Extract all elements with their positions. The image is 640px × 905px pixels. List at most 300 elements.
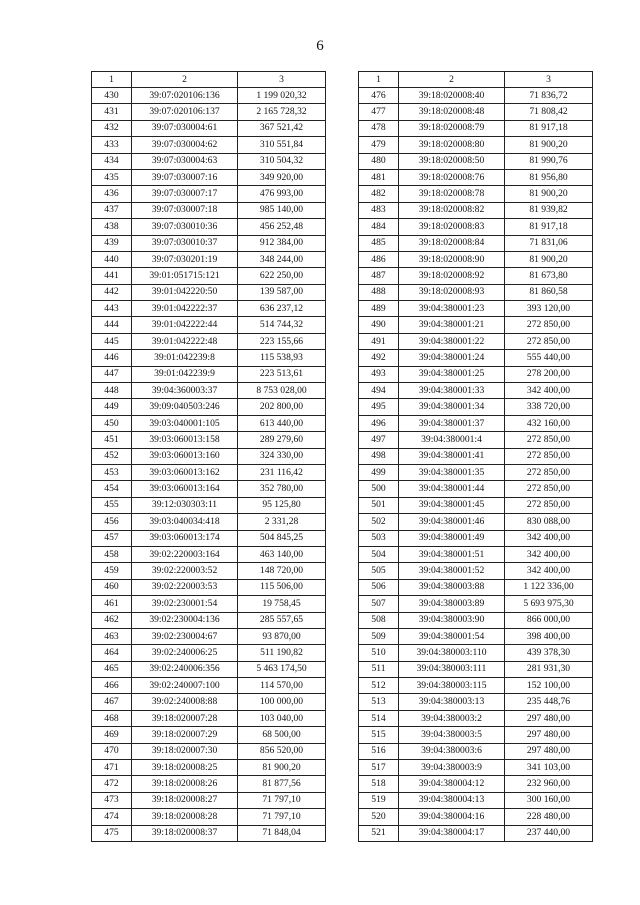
cadastral-number-cell: 39:04:380003:2 xyxy=(399,710,505,726)
cadastral-number-cell: 39:18:020008:79 xyxy=(399,120,505,136)
table-row xyxy=(92,137,326,153)
row-number-cell: 514 xyxy=(359,710,399,726)
value-cell: 297 480,00 xyxy=(505,727,593,743)
table-row xyxy=(359,415,593,431)
cadastral-number-cell: 39:01:051715:121 xyxy=(132,268,238,284)
cadastral-number-cell: 39:04:380001:45 xyxy=(399,497,505,513)
table-row xyxy=(92,366,326,382)
value-cell: 81 860,58 xyxy=(505,284,593,300)
row-number-cell: 453 xyxy=(92,464,132,480)
table-row xyxy=(359,481,593,497)
value-cell: 352 780,00 xyxy=(238,481,326,497)
row-number-cell: 460 xyxy=(92,579,132,595)
cadastral-number-cell: 39:01:042222:48 xyxy=(132,333,238,349)
row-number-cell: 485 xyxy=(359,235,399,251)
value-cell: 272 850,00 xyxy=(505,432,593,448)
value-cell: 504 845,25 xyxy=(238,530,326,546)
cadastral-number-cell: 39:18:020008:92 xyxy=(399,268,505,284)
value-cell: 342 400,00 xyxy=(505,563,593,579)
column-header: 1 xyxy=(92,72,132,88)
table-row xyxy=(359,694,593,710)
table-row xyxy=(92,104,326,120)
row-number-cell: 501 xyxy=(359,497,399,513)
row-number-cell: 512 xyxy=(359,678,399,694)
row-number-cell: 466 xyxy=(92,678,132,694)
table-row xyxy=(92,383,326,399)
table-row xyxy=(359,383,593,399)
table-row xyxy=(359,497,593,513)
row-number-cell: 461 xyxy=(92,596,132,612)
row-number-cell: 495 xyxy=(359,399,399,415)
value-cell: 81 917,18 xyxy=(505,219,593,235)
table-row xyxy=(359,120,593,136)
cadastral-number-cell: 39:04:380001:25 xyxy=(399,366,505,382)
cadastral-number-cell: 39:01:042222:37 xyxy=(132,301,238,317)
row-number-cell: 435 xyxy=(92,169,132,185)
value-cell: 393 120,00 xyxy=(505,301,593,317)
value-cell: 5 693 975,30 xyxy=(505,596,593,612)
row-number-cell: 520 xyxy=(359,809,399,825)
row-number-cell: 511 xyxy=(359,661,399,677)
table-row xyxy=(92,661,326,677)
cadastral-number-cell: 39:03:060013:158 xyxy=(132,432,238,448)
row-number-cell: 508 xyxy=(359,612,399,628)
cadastral-number-cell: 39:04:380003:6 xyxy=(399,743,505,759)
table-row xyxy=(359,825,593,841)
row-number-cell: 497 xyxy=(359,432,399,448)
row-number-cell: 484 xyxy=(359,219,399,235)
value-cell: 310 504,32 xyxy=(238,153,326,169)
table-row xyxy=(92,268,326,284)
row-number-cell: 452 xyxy=(92,448,132,464)
table-row xyxy=(359,399,593,415)
value-cell: 100 000,00 xyxy=(238,694,326,710)
row-number-cell: 471 xyxy=(92,760,132,776)
value-cell: 237 440,00 xyxy=(505,825,593,841)
table-row xyxy=(92,727,326,743)
table-row xyxy=(92,350,326,366)
row-number-cell: 468 xyxy=(92,710,132,726)
value-cell: 367 521,42 xyxy=(238,120,326,136)
value-cell: 285 557,65 xyxy=(238,612,326,628)
table-row xyxy=(92,333,326,349)
table-row xyxy=(92,596,326,612)
table-row xyxy=(359,186,593,202)
cadastral-number-cell: 39:04:380004:16 xyxy=(399,809,505,825)
value-cell: 81 900,20 xyxy=(505,137,593,153)
cadastral-number-cell: 39:18:020008:48 xyxy=(399,104,505,120)
value-cell: 5 463 174,50 xyxy=(238,661,326,677)
value-cell: 115 538,93 xyxy=(238,350,326,366)
value-cell: 297 480,00 xyxy=(505,710,593,726)
table-row xyxy=(359,268,593,284)
value-cell: 71 808,42 xyxy=(505,104,593,120)
table-row xyxy=(359,514,593,530)
cadastral-number-cell: 39:04:380003:13 xyxy=(399,694,505,710)
value-cell: 1 199 020,32 xyxy=(238,88,326,104)
cadastral-number-cell: 39:18:020008:25 xyxy=(132,760,238,776)
row-number-cell: 465 xyxy=(92,661,132,677)
cadastral-number-cell: 39:02:240006:356 xyxy=(132,661,238,677)
table-row xyxy=(92,120,326,136)
cadastral-number-cell: 39:02:230001:54 xyxy=(132,596,238,612)
cadastral-number-cell: 39:04:380001:37 xyxy=(399,415,505,431)
row-number-cell: 480 xyxy=(359,153,399,169)
cadastral-number-cell: 39:04:380003:90 xyxy=(399,612,505,628)
row-number-cell: 445 xyxy=(92,333,132,349)
column-header: 3 xyxy=(505,72,593,88)
cadastral-number-cell: 39:07:030201:19 xyxy=(132,251,238,267)
table-row xyxy=(359,153,593,169)
table-row xyxy=(359,301,593,317)
table-row xyxy=(92,153,326,169)
cadastral-number-cell: 39:04:380001:54 xyxy=(399,628,505,644)
value-cell: 985 140,00 xyxy=(238,202,326,218)
value-cell: 81 939,82 xyxy=(505,202,593,218)
row-number-cell: 469 xyxy=(92,727,132,743)
row-number-cell: 505 xyxy=(359,563,399,579)
table-row xyxy=(359,88,593,104)
value-cell: 81 990,76 xyxy=(505,153,593,169)
value-cell: 866 000,00 xyxy=(505,612,593,628)
value-cell: 93 870,00 xyxy=(238,628,326,644)
row-number-cell: 488 xyxy=(359,284,399,300)
row-number-cell: 449 xyxy=(92,399,132,415)
row-number-cell: 521 xyxy=(359,825,399,841)
table-row xyxy=(92,792,326,808)
row-number-cell: 518 xyxy=(359,776,399,792)
row-number-cell: 498 xyxy=(359,448,399,464)
row-number-cell: 474 xyxy=(92,809,132,825)
row-number-cell: 463 xyxy=(92,628,132,644)
table-row xyxy=(92,202,326,218)
cadastral-number-cell: 39:03:060013:162 xyxy=(132,464,238,480)
table-row xyxy=(92,317,326,333)
row-number-cell: 470 xyxy=(92,743,132,759)
column-header: 3 xyxy=(238,72,326,88)
cadastral-number-cell: 39:07:030004:63 xyxy=(132,153,238,169)
value-cell: 281 931,30 xyxy=(505,661,593,677)
row-number-cell: 496 xyxy=(359,415,399,431)
cadastral-number-cell: 39:04:380001:4 xyxy=(399,432,505,448)
value-cell: 115 506,00 xyxy=(238,579,326,595)
table-row xyxy=(359,727,593,743)
value-cell: 139 587,00 xyxy=(238,284,326,300)
cadastral-number-cell: 39:07:030010:37 xyxy=(132,235,238,251)
value-cell: 830 088,00 xyxy=(505,514,593,530)
cadastral-number-cell: 39:04:380001:23 xyxy=(399,301,505,317)
value-cell: 71 797,10 xyxy=(238,792,326,808)
cadastral-number-cell: 39:01:042239:9 xyxy=(132,366,238,382)
row-number-cell: 459 xyxy=(92,563,132,579)
cadastral-number-cell: 39:02:230004:67 xyxy=(132,628,238,644)
column-header: 1 xyxy=(359,72,399,88)
value-cell: 272 850,00 xyxy=(505,448,593,464)
cadastral-number-cell: 39:04:380003:110 xyxy=(399,645,505,661)
cadastral-number-cell: 39:18:020008:28 xyxy=(132,809,238,825)
value-cell: 349 920,00 xyxy=(238,169,326,185)
value-cell: 297 480,00 xyxy=(505,743,593,759)
table-row xyxy=(359,333,593,349)
table-row xyxy=(92,448,326,464)
row-number-cell: 442 xyxy=(92,284,132,300)
cadastral-number-cell: 39:04:380001:22 xyxy=(399,333,505,349)
row-number-cell: 487 xyxy=(359,268,399,284)
row-number-cell: 503 xyxy=(359,530,399,546)
row-number-cell: 504 xyxy=(359,546,399,562)
column-header: 2 xyxy=(132,72,238,88)
table-row xyxy=(359,448,593,464)
table-row xyxy=(359,366,593,382)
table-row xyxy=(359,760,593,776)
value-cell: 231 116,42 xyxy=(238,464,326,480)
table-row xyxy=(92,743,326,759)
cadastral-number-cell: 39:03:040001:105 xyxy=(132,415,238,431)
table-row xyxy=(359,284,593,300)
row-number-cell: 457 xyxy=(92,530,132,546)
value-cell: 68 500,00 xyxy=(238,727,326,743)
row-number-cell: 455 xyxy=(92,497,132,513)
value-cell: 202 800,00 xyxy=(238,399,326,415)
cadastral-number-cell: 39:04:380001:21 xyxy=(399,317,505,333)
table-row xyxy=(359,661,593,677)
cadastral-number-cell: 39:04:380001:49 xyxy=(399,530,505,546)
value-cell: 555 440,00 xyxy=(505,350,593,366)
row-number-cell: 446 xyxy=(92,350,132,366)
table-row xyxy=(92,415,326,431)
cadastral-number-cell: 39:01:042239:8 xyxy=(132,350,238,366)
cadastral-number-cell: 39:18:020008:27 xyxy=(132,792,238,808)
cadastral-number-cell: 39:18:020008:50 xyxy=(399,153,505,169)
value-cell: 514 744,32 xyxy=(238,317,326,333)
value-cell: 338 720,00 xyxy=(505,399,593,415)
table-row xyxy=(359,809,593,825)
row-number-cell: 431 xyxy=(92,104,132,120)
cadastral-number-cell: 39:01:042220:50 xyxy=(132,284,238,300)
row-number-cell: 478 xyxy=(359,120,399,136)
cadastral-number-cell: 39:04:380001:24 xyxy=(399,350,505,366)
table-row xyxy=(359,596,593,612)
row-number-cell: 507 xyxy=(359,596,399,612)
cadastral-number-cell: 39:02:230004:136 xyxy=(132,612,238,628)
table-row xyxy=(359,792,593,808)
cadastral-number-cell: 39:18:020008:83 xyxy=(399,219,505,235)
value-cell: 348 244,00 xyxy=(238,251,326,267)
cadastral-number-cell: 39:07:030004:62 xyxy=(132,137,238,153)
row-number-cell: 448 xyxy=(92,383,132,399)
row-number-cell: 494 xyxy=(359,383,399,399)
row-number-cell: 439 xyxy=(92,235,132,251)
row-number-cell: 437 xyxy=(92,202,132,218)
value-cell: 2 331,28 xyxy=(238,514,326,530)
row-number-cell: 456 xyxy=(92,514,132,530)
table-row xyxy=(92,284,326,300)
table-row xyxy=(92,301,326,317)
table-row xyxy=(359,530,593,546)
table-row xyxy=(92,88,326,104)
page-number: 6 xyxy=(316,38,324,54)
cadastral-number-cell: 39:07:020106:137 xyxy=(132,104,238,120)
row-number-cell: 516 xyxy=(359,743,399,759)
cadastral-number-cell: 39:04:380001:46 xyxy=(399,514,505,530)
value-cell: 856 520,00 xyxy=(238,743,326,759)
table-row xyxy=(92,432,326,448)
cadastral-number-cell: 39:04:380001:52 xyxy=(399,563,505,579)
value-cell: 235 448,76 xyxy=(505,694,593,710)
row-number-cell: 515 xyxy=(359,727,399,743)
cadastral-number-cell: 39:18:020008:84 xyxy=(399,235,505,251)
row-number-cell: 493 xyxy=(359,366,399,382)
row-number-cell: 486 xyxy=(359,251,399,267)
value-cell: 342 400,00 xyxy=(505,530,593,546)
row-number-cell: 430 xyxy=(92,88,132,104)
table-row xyxy=(92,464,326,480)
value-cell: 432 160,00 xyxy=(505,415,593,431)
table-row xyxy=(359,743,593,759)
value-cell: 223 155,66 xyxy=(238,333,326,349)
value-cell: 636 237,12 xyxy=(238,301,326,317)
cadastral-number-cell: 39:02:240006:25 xyxy=(132,645,238,661)
cadastral-number-cell: 39:04:380003:115 xyxy=(399,678,505,694)
table-row xyxy=(359,251,593,267)
table-row xyxy=(92,628,326,644)
table-row xyxy=(359,546,593,562)
cadastral-number-cell: 39:18:020008:80 xyxy=(399,137,505,153)
cadastral-number-cell: 39:18:020007:30 xyxy=(132,743,238,759)
value-cell: 272 850,00 xyxy=(505,481,593,497)
value-cell: 81 877,56 xyxy=(238,776,326,792)
value-cell: 81 900,20 xyxy=(505,186,593,202)
cadastral-number-cell: 39:04:380003:9 xyxy=(399,760,505,776)
value-cell: 71 836,72 xyxy=(505,88,593,104)
value-cell: 476 993,00 xyxy=(238,186,326,202)
row-number-cell: 500 xyxy=(359,481,399,497)
row-number-cell: 517 xyxy=(359,760,399,776)
row-number-cell: 467 xyxy=(92,694,132,710)
value-cell: 289 279,60 xyxy=(238,432,326,448)
table-row xyxy=(92,776,326,792)
cadastral-number-cell: 39:18:020008:82 xyxy=(399,202,505,218)
cadastral-number-cell: 39:09:040503:246 xyxy=(132,399,238,415)
value-cell: 342 400,00 xyxy=(505,546,593,562)
cadastral-number-cell: 39:18:020008:26 xyxy=(132,776,238,792)
row-number-cell: 475 xyxy=(92,825,132,841)
cadastral-number-cell: 39:03:060013:174 xyxy=(132,530,238,546)
cadastral-number-cell: 39:07:030010:36 xyxy=(132,219,238,235)
cadastral-number-cell: 39:18:020007:29 xyxy=(132,727,238,743)
table-row xyxy=(92,809,326,825)
cadastral-number-cell: 39:04:380003:111 xyxy=(399,661,505,677)
cadastral-number-cell: 39:04:380001:41 xyxy=(399,448,505,464)
row-number-cell: 444 xyxy=(92,317,132,333)
cadastral-number-cell: 39:03:040034:418 xyxy=(132,514,238,530)
value-cell: 232 960,00 xyxy=(505,776,593,792)
table-row xyxy=(92,399,326,415)
cadastral-number-cell: 39:02:220003:164 xyxy=(132,546,238,562)
table-row xyxy=(92,251,326,267)
table-row xyxy=(359,628,593,644)
table-row xyxy=(92,678,326,694)
row-number-cell: 510 xyxy=(359,645,399,661)
row-number-cell: 481 xyxy=(359,169,399,185)
table-row xyxy=(92,645,326,661)
table-row xyxy=(359,202,593,218)
cadastral-number-cell: 39:04:380003:5 xyxy=(399,727,505,743)
table-row xyxy=(359,137,593,153)
cadastral-number-cell: 39:12:030303:11 xyxy=(132,497,238,513)
cadastral-number-cell: 39:18:020008:90 xyxy=(399,251,505,267)
table-row xyxy=(92,169,326,185)
value-cell: 8 753 028,00 xyxy=(238,383,326,399)
value-cell: 2 165 728,32 xyxy=(238,104,326,120)
row-number-cell: 472 xyxy=(92,776,132,792)
cadastral-number-cell: 39:04:380003:88 xyxy=(399,579,505,595)
value-cell: 114 570,00 xyxy=(238,678,326,694)
table-row xyxy=(92,219,326,235)
value-cell: 272 850,00 xyxy=(505,317,593,333)
value-cell: 223 513,61 xyxy=(238,366,326,382)
cadastral-number-cell: 39:04:380004:13 xyxy=(399,792,505,808)
cadastral-number-cell: 39:18:020008:93 xyxy=(399,284,505,300)
cadastral-number-cell: 39:18:020007:28 xyxy=(132,710,238,726)
table-row xyxy=(359,579,593,595)
cadastral-number-cell: 39:04:380001:35 xyxy=(399,464,505,480)
table-row xyxy=(92,235,326,251)
row-number-cell: 443 xyxy=(92,301,132,317)
value-cell: 81 917,18 xyxy=(505,120,593,136)
table-header-row xyxy=(92,72,326,88)
value-cell: 342 400,00 xyxy=(505,383,593,399)
row-number-cell: 432 xyxy=(92,120,132,136)
row-number-cell: 433 xyxy=(92,137,132,153)
row-number-cell: 483 xyxy=(359,202,399,218)
cadastral-number-cell: 39:04:380003:89 xyxy=(399,596,505,612)
table-row xyxy=(359,710,593,726)
row-number-cell: 491 xyxy=(359,333,399,349)
value-cell: 310 551,84 xyxy=(238,137,326,153)
row-number-cell: 458 xyxy=(92,546,132,562)
cadastral-number-cell: 39:07:020106:136 xyxy=(132,88,238,104)
value-cell: 398 400,00 xyxy=(505,628,593,644)
value-cell: 272 850,00 xyxy=(505,497,593,513)
value-cell: 148 720,00 xyxy=(238,563,326,579)
cadastral-number-cell: 39:04:380001:33 xyxy=(399,383,505,399)
cadastral-number-cell: 39:07:030007:16 xyxy=(132,169,238,185)
row-number-cell: 462 xyxy=(92,612,132,628)
cadastral-number-cell: 39:04:380001:44 xyxy=(399,481,505,497)
value-cell: 95 125,80 xyxy=(238,497,326,513)
cadastral-number-cell: 39:04:380001:51 xyxy=(399,546,505,562)
table-row xyxy=(92,825,326,841)
table-row xyxy=(359,612,593,628)
value-cell: 341 103,00 xyxy=(505,760,593,776)
row-number-cell: 502 xyxy=(359,514,399,530)
left-table xyxy=(91,71,326,842)
value-cell: 71 797,10 xyxy=(238,809,326,825)
cadastral-number-cell: 39:03:060013:164 xyxy=(132,481,238,497)
value-cell: 152 100,00 xyxy=(505,678,593,694)
table-row xyxy=(92,530,326,546)
table-header-row xyxy=(359,72,593,88)
cadastral-number-cell: 39:04:360003:37 xyxy=(132,383,238,399)
cadastral-number-cell: 39:04:380001:34 xyxy=(399,399,505,415)
cadastral-number-cell: 39:18:020008:37 xyxy=(132,825,238,841)
table-row xyxy=(92,497,326,513)
value-cell: 272 850,00 xyxy=(505,464,593,480)
value-cell: 439 378,30 xyxy=(505,645,593,661)
row-number-cell: 450 xyxy=(92,415,132,431)
value-cell: 1 122 336,00 xyxy=(505,579,593,595)
